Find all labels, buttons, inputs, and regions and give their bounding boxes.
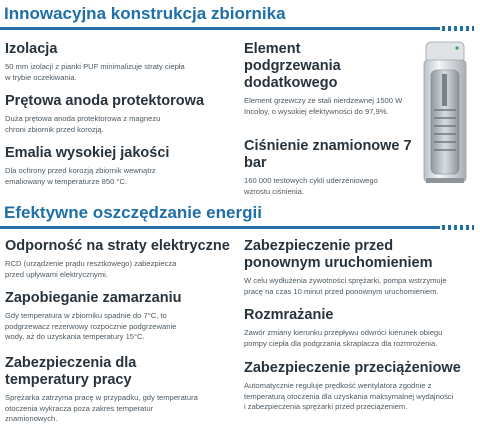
feature-restart-protection (244, 238, 464, 297)
feature-heading: Zabezpieczenie przed ponownym uruchomieniem (244, 238, 433, 271)
feature-defrosting (244, 307, 464, 349)
feature-heading: Odporność na straty elektryczne (5, 238, 230, 254)
feature-auxiliary-heater (244, 41, 414, 117)
feature-text: 50 mm izolacji z pianki PUF minimalizuje straty ciepła w trybie oczekiwania. (5, 62, 185, 82)
heat-pump-water-tank-icon (420, 40, 470, 185)
feature-insulation (5, 41, 220, 83)
feature-heading: Rozmrażanie (244, 307, 334, 323)
feature-heading: Element podgrzewania dodatkowego (244, 41, 341, 91)
feature-operating-temperature (5, 355, 205, 425)
feature-enamel (5, 145, 220, 187)
feature-text: Dla ochrony przed korozją zbiornik wewnątrz emaliowany w temperaturze 850 °C. (5, 166, 156, 186)
feature-rated-pressure (244, 138, 419, 197)
feature-heading: Zabezpieczenia dla temperatury pracy (5, 355, 137, 388)
feature-anode (5, 93, 220, 135)
section-title-energy-saving: Efektywne oszczędzanie energii (4, 203, 262, 222)
feature-text: 160 000 testowych cykli uderzeniowego wzrostu ciśnienia. (244, 176, 378, 196)
section-divider (0, 226, 440, 229)
feature-overload-protection (244, 360, 464, 413)
feature-heading: Zabezpieczenie przeciążeniowe (244, 360, 461, 376)
feature-heading: Ciśnienie znamionowe 7 bar (244, 138, 412, 171)
feature-text: Zawór zmiany kierunku przepływu odwróci kierunek obiegu pompy ciepła dla podgrzania skraplacza dla rozmrożenia. (244, 328, 443, 348)
feature-text: Gdy temperatura w zbiorniku spadnie do 7°C, to podgrzewacz rezerwowy rozpocznie podgrzewanie wody, aż do uzyskania temperatury 15°C. (5, 311, 177, 341)
feature-text: Element grzewczy ze stali nierdzewnej 1500 W Incoloy, o wysokiej efektywności do 97,9%. (244, 96, 403, 116)
feature-text: RCD (urządzenie prądu resztkowego) zabezpiecza przed upływami elektrycznymi. (5, 259, 177, 279)
feature-heading: Prętowa anoda protektorowa (5, 93, 205, 109)
feature-text: Duża prętowa anoda protektorowa z magnezu chroni zbiornik przed korozją. (5, 114, 161, 134)
feature-heading: Emalia wysokiej jakości (5, 145, 170, 161)
feature-text: Sprężarka zatrzyma pracę w przypadku, gdy temperatura otoczenia wykracza poza zakres temperatur znamionowych. (5, 393, 198, 423)
feature-electrical-leakage (5, 238, 235, 280)
feature-text: W celu wydłużenia żywotności sprężarki, pompa wstrzymuje pracę na czas 10 minut przed ponownym uruchomieniem. (244, 276, 447, 296)
feature-text: Automatycznie reguluje prędkość wentylatora zgodnie z temperaturą otoczenia dla uzyskania maksymalnej wydajności i zabezpieczenia sprężarki przed przeciążeniem. (244, 381, 454, 411)
section-divider (0, 27, 440, 30)
section-title-tank-construction: Innowacyjna konstrukcja zbiornika (4, 4, 286, 23)
feature-freeze-protection (5, 290, 235, 343)
feature-heading: Zapobieganie zamarzaniu (5, 290, 182, 306)
feature-heading: Izolacja (5, 41, 58, 57)
